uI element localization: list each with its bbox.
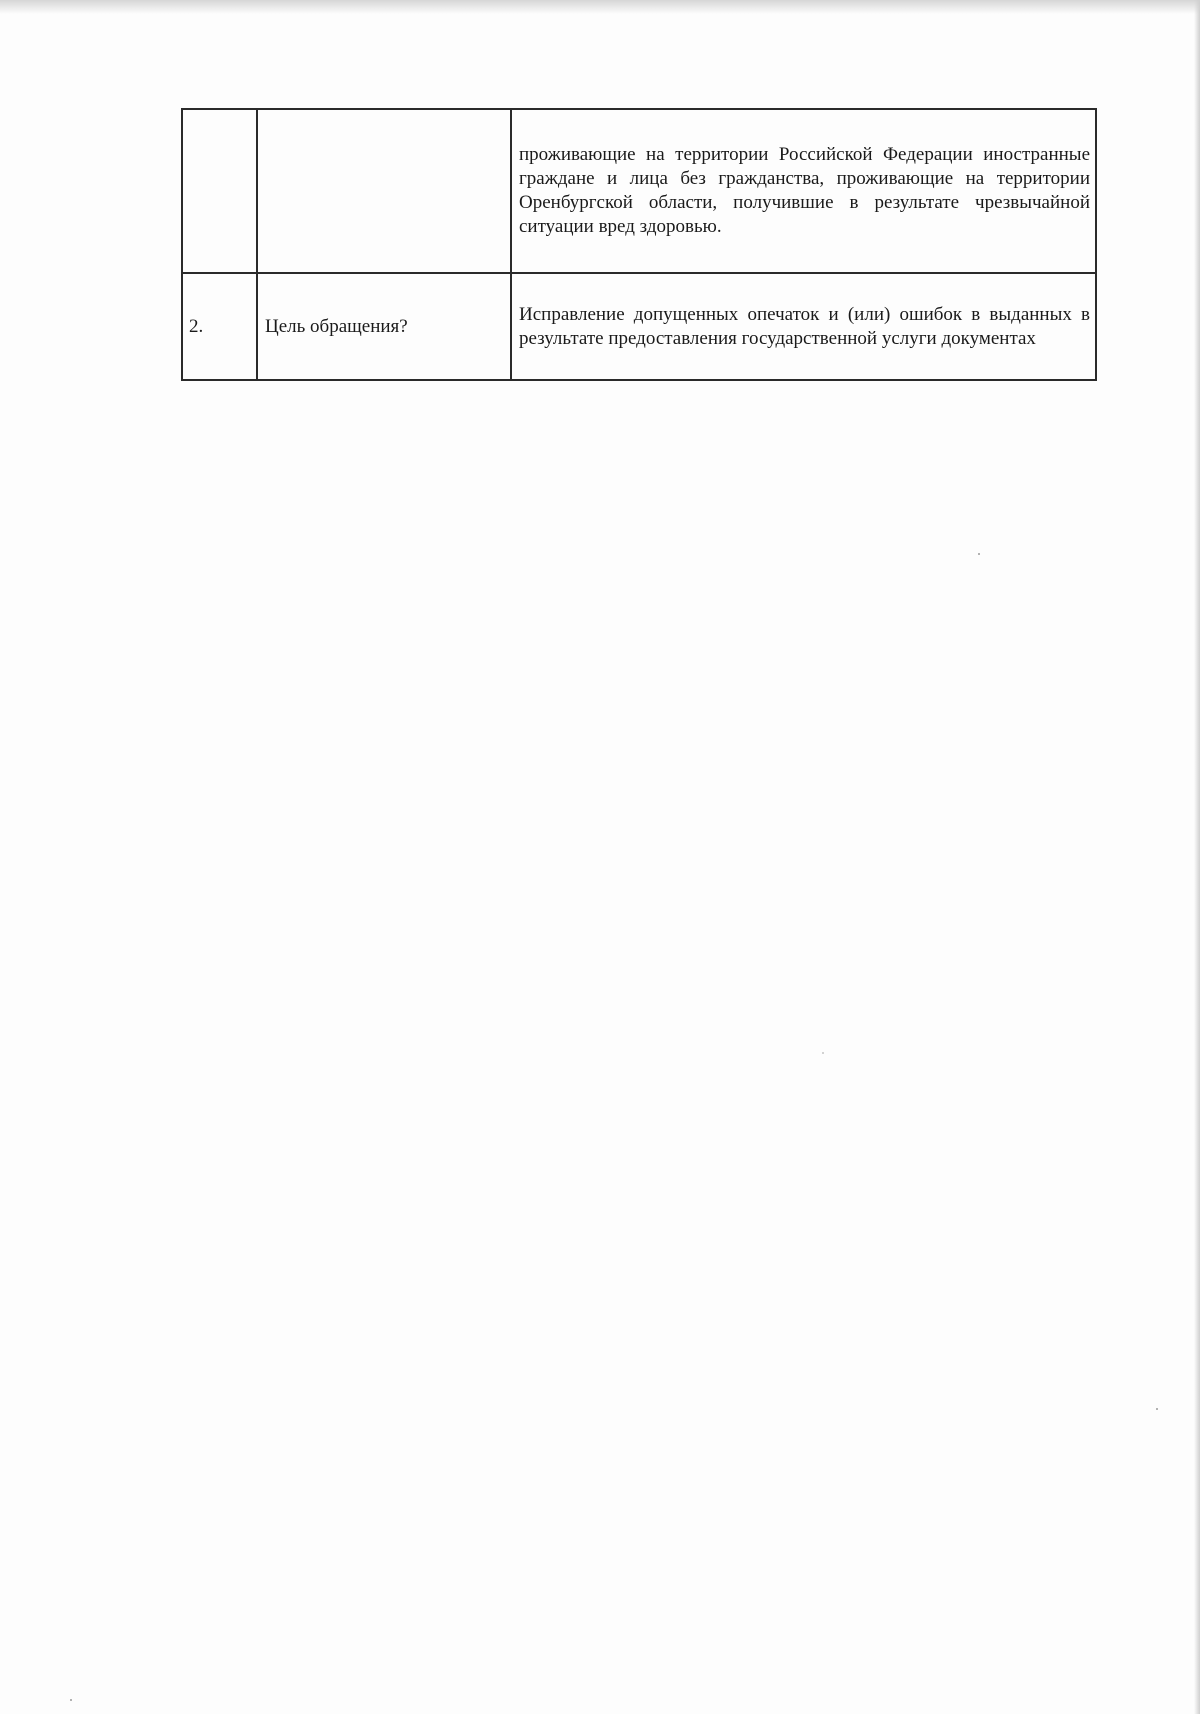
answer-cell: Исправление допущенных опечаток и (или) ошибок в выданных в результате предоставления государственной услуги документах [511, 273, 1096, 380]
scan-speck [1156, 1408, 1158, 1410]
row-number-cell: 2. [182, 273, 257, 380]
scan-right-edge [1194, 0, 1200, 1714]
table-row-2 [182, 273, 1096, 380]
scan-speck [70, 1699, 72, 1701]
scan-top-edge [0, 0, 1200, 14]
scan-speck [978, 553, 980, 555]
document-table [181, 108, 1097, 381]
table-row-continued [182, 109, 1096, 273]
question-cell [257, 109, 511, 273]
row-number-cell [182, 109, 257, 273]
scan-speck [822, 1052, 824, 1054]
answer-cell: проживающие на территории Российской Федерации иностранные граждане и лица без гражданства, проживающие на территории Оренбургской области, получившие в результате чрезвычайной ситуации вред здоровью. [511, 109, 1096, 273]
question-cell: Цель обращения? [257, 273, 511, 380]
